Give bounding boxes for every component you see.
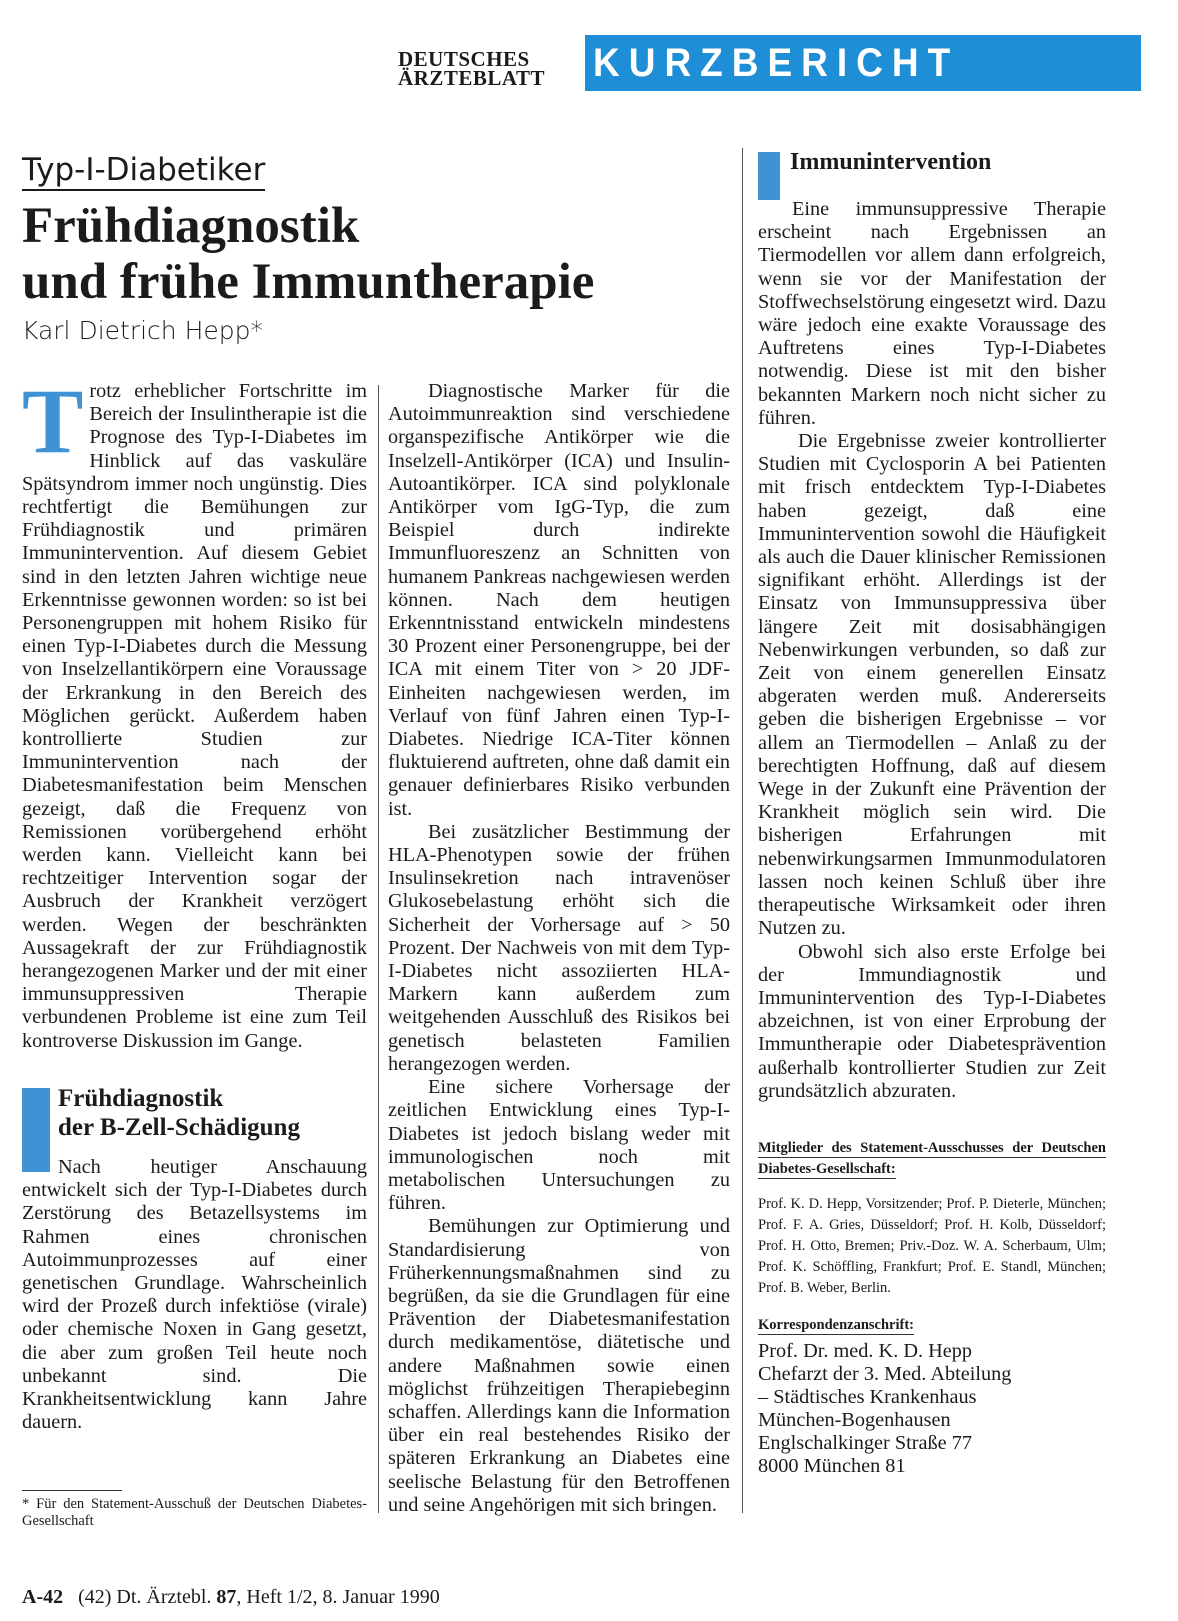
footnote-divider [22,1490,122,1491]
article-kicker: Typ-I-Diabetiker [22,152,265,191]
issue-date: , Heft 1/2, 8. Januar 1990 [236,1586,440,1608]
address-line: Chefarzt der 3. Med. Abteilung [758,1363,1012,1385]
section-accent-bar [758,152,780,200]
journal-logo [398,47,578,90]
article-title [22,198,742,310]
page-code: A-42 [22,1586,64,1608]
section-label: KURZBERICHT [593,40,960,85]
paragraph: Eine sichere Vorhersage der zeitlichen Entwicklung eines Typ-I-Diabetes ist jedoch bislang weder mit immunologischen noch mit metabolischen Untersuchungen zu führen. [388,1076,730,1215]
article-author: Karl Dietrich Hepp* [22,316,264,345]
intro-text: rotz erheblicher Fortschritte im Bereich der Insulintherapie ist die Prognose des Typ-I-Diabetes im Hinblick auf das vaskuläre Spätsyndrom immer noch ungünstig. Dies rechtfertigt die Bemühungen zur Frühdiagnostik und primären Immunintervention. Auf diesem Gebiet sind in den letzten Jahren wichtige neue Erkenntnisse gewonnen worden: so ist bei Personengruppen mit hohem Risiko für einen Typ-I-Diabetes durch die Messung von Inselzellantikörpern eine Voraussage der Erkrankung in den Bereich des Möglichen gerückt. Außerdem haben kontrollierte Studien zur Immunintervention nach der Diabetesmanifestation beim Menschen gezeigt, daß die Frequenz von Remissionen vorübergehend erhöht werden kann. Vielleicht kann bei rechtzeitiger Intervention sogar der Ausbruch der Krankheit verzögert werden. Wegen der beschränkten Aussagekraft der zur Frühdiagnostik herangezogenen Marker und der mit einer immunsuppressiven Therapie verbundenen Probleme ist eine zum Teil kontroverse Diskussion im Gange. [22,380,367,1052]
title-line-1: Frühdiagnostik [22,198,360,254]
members-heading: Mitglieder des Statement-Ausschusses der Deutschen Diabetes-Gesellschaft: [758,1140,1106,1177]
footnote: * Für den Statement-Ausschuß der Deutschen Diabetes-Gesellschaft [22,1496,367,1529]
paragraph: Bemühungen zur Optimierung und Standardisierung von Früherkennungsmaßnahmen sind zu begrüßen, da sie die Grundlagen für eine Prävention der Diabetesmanifestation durch medikamentöse, diätetische und andere Maßnahmen sowie einen möglichst frühzeitigen Therapiebeginn schaffen. Allerdings kann die Information über ein real bestehendes Risiko der späteren Erkrankung an Diabetes eine seelische Belastung für den Betroffenen und seine Angehörigen mit sich bringen. [388,1215,730,1516]
volume: 87 [216,1586,237,1608]
logo-line-1: DEUTSCHES [398,47,530,71]
logo-line-2: ÄRZTEBLATT [398,66,545,90]
address-line: Prof. Dr. med. K. D. Hepp [758,1340,973,1362]
section-heading-fruehdiagnostik [58,1084,368,1142]
page-footer [22,1586,440,1609]
column-divider-2 [742,148,743,1513]
members-box [758,1138,1106,1478]
address-line: München-Bogenhausen [758,1409,951,1431]
section-heading-line-1: Frühdiagnostik [58,1085,224,1112]
title-line-2: und frühe Immuntherapie [22,254,595,310]
intro-paragraph [22,370,367,1053]
column-1 [22,370,367,1053]
column-divider-1 [378,385,379,1513]
address-line: Englschalkinger Straße 77 [758,1432,973,1454]
paragraph: Obwohl sich also erste Erfolge bei der Immundiagnostik und Immunintervention des Typ-I-Diabetes abzeichnen, ist von einer Erprobung der Immuntherapie oder Diabetesprävention außerhalb kontrollierter Studien zur Zeit grundsätzlich abzuraten. [758,940,1106,1102]
paragraph: Eine immunsuppressive Therapie erscheint nach Ergebnissen an Tiermodellen vor allem dann erfolgreich, wenn sie vor der Manifestation der Stoffwechselstörung eingesetzt wird. Dazu wäre jedoch eine exakte Voraussage des Auftretens eines Typ-I-Diabetes notwendig. Diese ist mit den bisher bekannten Markern noch nicht sicher zu führen. [758,198,1106,429]
paragraph: Die Ergebnisse zweier kontrollierter Studien mit Cyclosporin A bei Patienten mit frisch entdecktem Typ-I-Diabetes haben gezeigt, daß eine Immunintervention sowohl die Häufigkeit als auch die Dauer klinischer Remissionen signifikant erhöht. Allerdings ist der Einsatz von Immunsuppressiva über längere Zeit mit dosisabhängigen Nebenwirkungen verbunden, so daß zur Zeit von einem generellen Einsatz abgeraten werden muß. Andererseits geben die bisherigen Ergebnisse – vor allem an Tiermodellen – Anlaß zu der berechtigten Hoffnung, daß auf diesem Wege in der Zukunft eine Prävention der Krankheit möglich sein wird. Die bisherigen Erfahrungen mit nebenwirkungsarmen Immunmodulatoren lassen noch keinen Schluß über ihre therapeutische Wirksamkeit oder ihren Nutzen zu. [758,430,1106,940]
address-line: 8000 München 81 [758,1455,906,1477]
address-heading: Korrespondenzanschrift: [758,1317,915,1333]
section-paragraph: Nach heutiger Anschauung entwickelt sich der Typ-I-Diabetes durch Zerstörung des Betazellsystems im Rahmen eines chronischen Autoimmunprozesses auf einer genetischen Grundlage. Wahrscheinlich wird der Prozeß durch infektiöse (virale) oder chemische Noxen in Gang gesetzt, die aber zum großen Teil heute noch unbekannt sind. Die Krankheitsentwicklung kann Jahre dauern. [22,1156,367,1434]
column-2 [388,380,730,1517]
section-banner [585,35,1141,91]
paragraph: Bei zusätzlicher Bestimmung der HLA-Phenotypen sowie der frühen Insulinsekretion nach intravenöser Glukosebelastung erhöht sich die Sicherheit der Vorhersage auf > 50 Prozent. Der Nachweis von mit dem Typ-I-Diabetes nicht assoziierten HLA-Markern kann außerdem zum weitgehenden Ausschluß des Risikos bei genetisch belasteten Familien herangezogen werden. [388,820,730,1075]
drop-cap: T [22,370,84,472]
section-heading-immunintervention: Immunintervention [790,149,992,175]
section-body-fruehdiagnostik [22,1156,367,1434]
section-heading-line-2: der B-Zell-Schädigung [58,1114,300,1141]
address-line: – Städtisches Krankenhaus [758,1386,977,1408]
paragraph: Diagnostische Marker für die Autoimmunreaktion sind verschiedene organspezifische Antikörper wie die Inselzell-Antikörper (ICA) und Insulin-Autoantikörper. ICA sind polyklonale Antikörper vom IgG-Typ, die zum Beispiel durch indirekte Immunfluoreszenz an Schnitten von humanem Pankreas nachgewiesen werden können. Nach dem heutigen Erkenntnisstand entwickeln mindestens 30 Prozent einer Personengruppe, bei der ICA mit einem Titer von > 20 JDF-Einheiten nachgewiesen werden, im Verlauf von fünf Jahren einen Typ-I-Diabetes. Niedrige ICA-Titer können fluktuierend auftreten, ohne daß damit ein genauer definierbares Risiko verbunden ist. [388,380,730,820]
address-block [758,1340,1106,1478]
column-3 [758,198,1106,1103]
page-number: (42) Dt. Ärztebl. [78,1586,212,1608]
members-list: Prof. K. D. Hepp, Vorsitzender; Prof. P. Dieterle, München; Prof. F. A. Gries, Düsseldorf; Prof. H. Kolb, Düsseldorf; Prof. H. Otto, Bremen; Priv.-Doz. W. A. Scherbaum, Ulm; Prof. K. Schöffling, Frankfurt; Prof. E. Standl, München; Prof. B. Weber, Berlin. [758,1196,1106,1296]
